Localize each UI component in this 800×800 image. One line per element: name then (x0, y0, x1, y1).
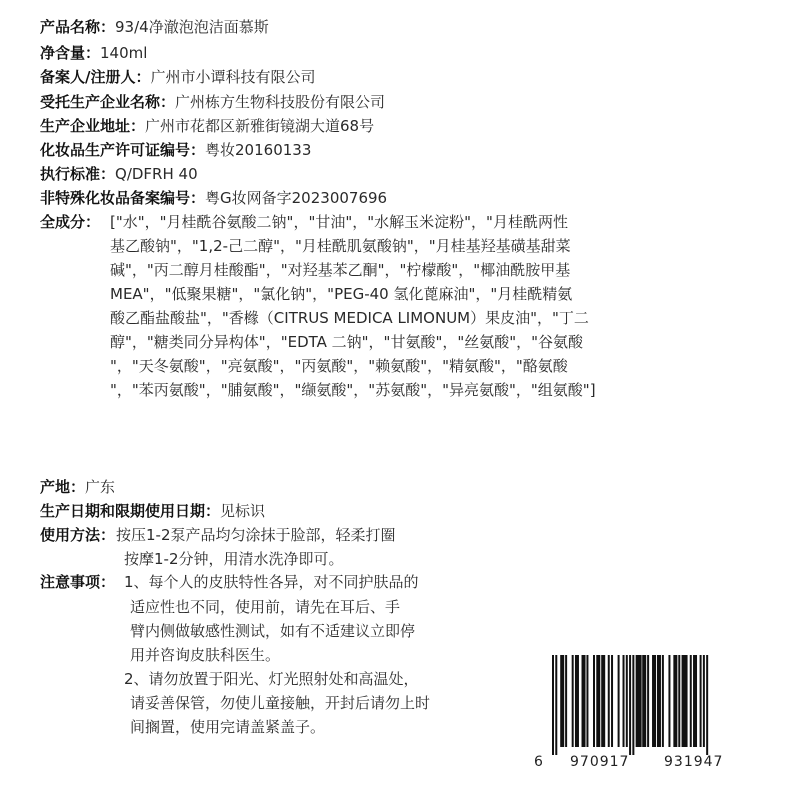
field-label: 生产日期和限期使用日期： (40, 502, 221, 520)
barcode-bar (662, 655, 664, 747)
field-license (40, 139, 311, 161)
field-label: 生产企业地址： (40, 117, 146, 135)
field-label: 受托生产企业名称： (40, 93, 176, 111)
field-value: 广州栋方生物科技股份有限公司 (175, 93, 386, 111)
barcode-bar (678, 655, 680, 747)
barcode-bar (636, 655, 642, 747)
ingredients-label: 全成分： (40, 213, 101, 231)
barcode-bar (703, 655, 705, 747)
field-value: 粤G妆网备字2023007696 (205, 189, 388, 207)
usage-line: 按摩1-2分钟，用清水洗净即可。 (124, 550, 344, 568)
notes-line: 间搁置，使用完请盖紧盖子。 (130, 718, 326, 736)
barcode-digit-first: 6 (534, 754, 543, 770)
barcode-bar (560, 655, 564, 747)
field-value: 93/4净澈泡泡洁面慕斯 (115, 18, 269, 36)
field-value: 见标识 (220, 502, 266, 520)
field-label: 净含量： (40, 44, 101, 62)
barcode-bar (611, 655, 613, 747)
field-dates (40, 500, 265, 522)
notes-line: 请妥善保管，勿使儿童接触，开封后请勿上时 (130, 694, 431, 712)
barcode-bar (572, 655, 574, 747)
barcode-bar (682, 655, 688, 747)
field-label: 化妆品生产许可证编号： (40, 141, 206, 159)
field-value: 广东 (85, 478, 116, 496)
barcode-bar (668, 655, 670, 747)
field-value: 广州市花都区新雅街镜湖大道68号 (145, 117, 375, 135)
barcode-bar (586, 655, 588, 747)
notes-line: 臂内侧做敏感性测试，如有不适建议立即停 (130, 622, 416, 640)
notes-line: 2、请勿放置于阳光、灯光照射处和高温处， (124, 670, 419, 688)
field-net-content (40, 42, 147, 64)
field-value: 广州市小谭科技有限公司 (150, 68, 316, 86)
barcode-bar (552, 655, 554, 755)
barcode-bar (706, 655, 708, 755)
barcode-bar (582, 655, 586, 747)
field-address (40, 115, 374, 137)
barcode-bar (652, 655, 656, 747)
barcode-bar (623, 655, 625, 747)
barcode-bar (575, 655, 579, 747)
barcode-bar (690, 655, 692, 747)
usage-line: 按压1-2泵产品均匀涂抹于脸部，轻柔打圈 (116, 526, 396, 544)
field-value: 140ml (100, 44, 148, 62)
ingredients-line: MEA"，"低聚果糖"，"氯化钠"，"PEG-40 氢化蓖麻油"，"月桂酰精氨 (110, 285, 573, 303)
barcode-bar (673, 655, 677, 747)
notes-line: 适应性也不同，使用前，请先在耳后、手 (130, 598, 401, 616)
field-origin (40, 476, 115, 498)
notes-label: 注意事项： (40, 573, 116, 591)
ingredients-line: 醇"，"糖类同分异构体"，"EDTA 二钠"，"甘氨酸"，"丝氨酸"，"谷氨酸 (110, 333, 584, 351)
field-value: Q/DFRH 40 (115, 165, 198, 183)
field-label: 非特殊化妆品备案编号： (40, 189, 206, 207)
barcode-bar (647, 655, 649, 747)
barcode-bar (700, 655, 702, 747)
field-standard (40, 163, 198, 185)
field-registrant (40, 66, 316, 88)
field-label: 产地： (40, 478, 86, 496)
barcode-group1: 970917 (570, 754, 630, 770)
barcode-bar (593, 655, 595, 747)
barcode-bar (565, 655, 567, 747)
ingredients-line: "，"苯丙氨酸"，"脯氨酸"，"缬氨酸"，"苏氨酸"，"异亮氨酸"，"组氨酸"] (110, 381, 596, 399)
barcode-bar (608, 655, 610, 747)
barcode-bar (596, 655, 600, 747)
notes-line: 1、每个人的皮肤特性各异，对不同护肤品的 (124, 573, 419, 591)
usage-label: 使用方法： (40, 526, 116, 544)
ingredients-line: "，"天冬氨酸"，"亮氨酸"，"丙氨酸"，"赖氨酸"，"精氨酸"，"酪氨酸 (110, 357, 568, 375)
barcode-bar (629, 655, 631, 755)
barcode-bar (555, 655, 557, 755)
barcode-bar (601, 655, 605, 747)
field-label: 执行标准： (40, 165, 116, 183)
field-label: 备案人/注册人： (40, 68, 151, 86)
field-label: 产品名称： (40, 18, 116, 36)
barcode (530, 653, 760, 773)
barcode-bars (552, 655, 708, 755)
barcode-bar (693, 655, 697, 747)
ingredients-line: ["水"，"月桂酰谷氨酸二钠"，"甘油"，"水解玉米淀粉"，"月桂酰两性 (110, 213, 568, 231)
barcode-bar (626, 655, 628, 747)
field-filing-number (40, 187, 387, 209)
field-product-name (40, 16, 269, 38)
barcode-bar (642, 655, 646, 747)
ingredients-line: 基乙酸钠"，"1,2-己二醇"，"月桂酰肌氨酸钠"，"月桂基羟基磺基甜菜 (110, 237, 571, 255)
field-value: 粤妆20160133 (205, 141, 312, 159)
barcode-group2: 931947 (664, 754, 724, 770)
field-manufacturer (40, 91, 385, 113)
ingredients-line: 碱"，"丙二醇月桂酸酯"，"对羟基苯乙酮"，"柠檬酸"，"椰油酰胺甲基 (110, 261, 571, 279)
barcode-bar (632, 655, 634, 755)
barcode-bar (657, 655, 661, 747)
barcode-bar (618, 655, 620, 747)
notes-line: 用并咨询皮肤科医生。 (130, 646, 281, 664)
ingredients-line: 酸乙酯盐酸盐"，"香橼（CITRUS MEDICA LIMONUM）果皮油"，"丁二 (110, 309, 589, 327)
